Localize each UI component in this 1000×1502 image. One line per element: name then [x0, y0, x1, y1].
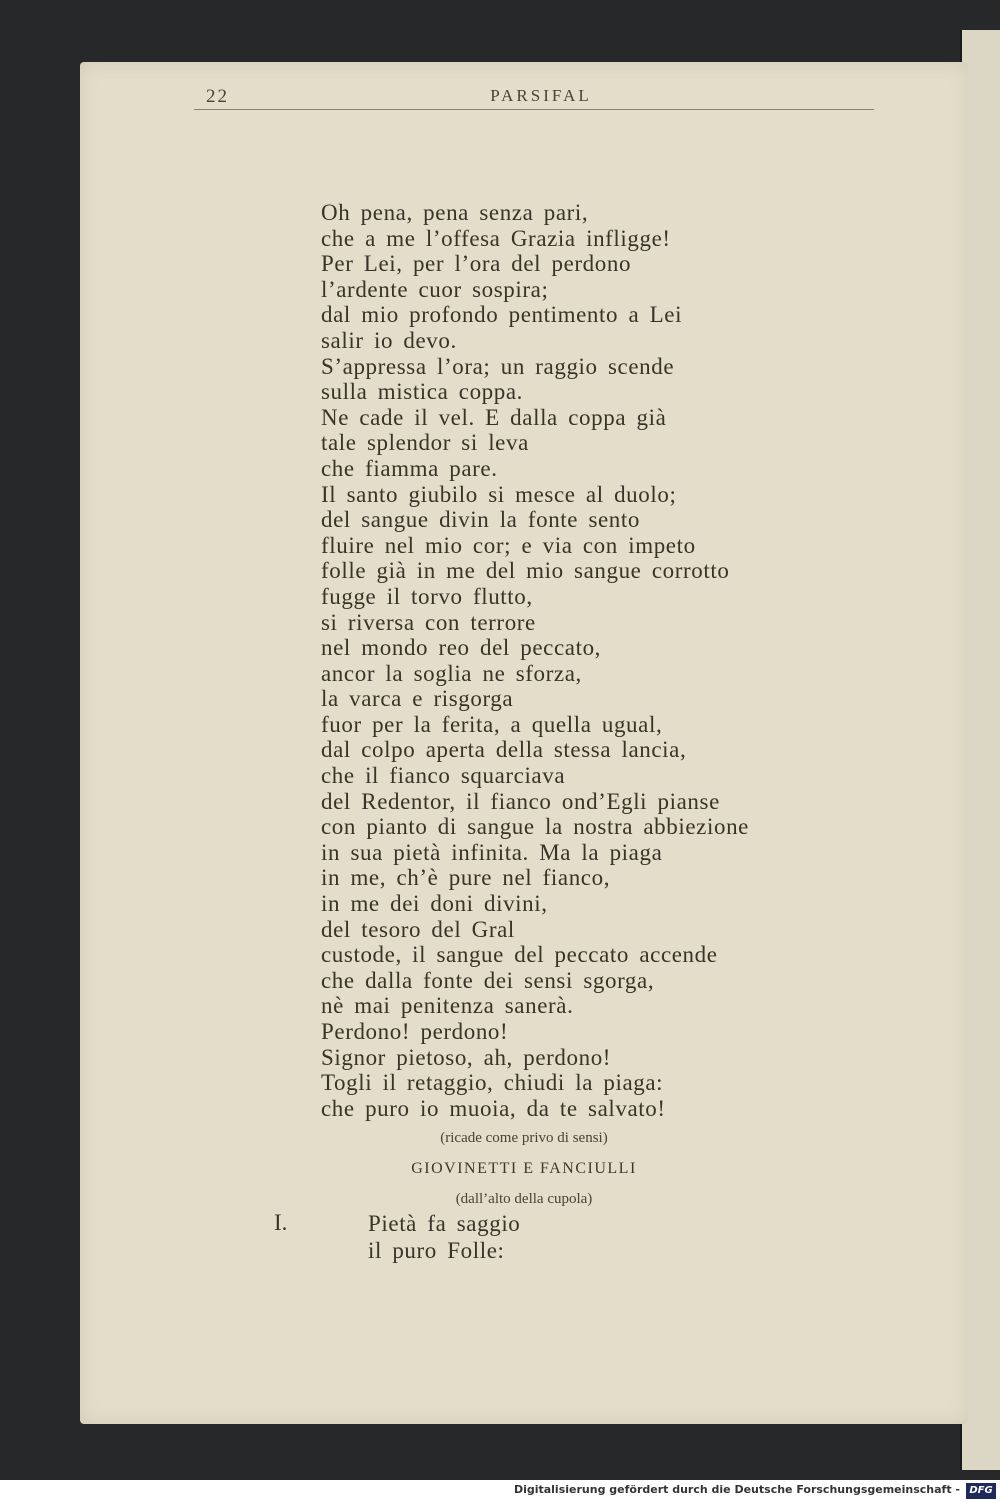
choir-verse — [368, 1210, 520, 1264]
verse-line: Togli il retaggio, chiudi la piaga: — [321, 1070, 664, 1096]
verse-line: che a me l’offesa Grazia infligge! — [321, 225, 671, 251]
verse-line: dal mio profondo pentimento a Lei — [321, 302, 683, 328]
digitization-footer — [0, 1480, 1000, 1502]
verse-line: fugge il torvo flutto, — [321, 583, 533, 609]
verse-line: che fiamma pare. — [321, 455, 498, 481]
verse-line: Oh pena, pena senza pari, — [321, 200, 589, 225]
choir-line: il puro Folle: — [368, 1238, 505, 1263]
verse-line: S’appressa l’ora; un raggio scende — [321, 353, 675, 379]
verse-line: del sangue divin la fonte sento — [321, 507, 641, 533]
stage-location: (dall’alto della cupola) — [455, 1191, 593, 1207]
verse-line: con pianto di sangue la nostra abbiezione — [321, 814, 749, 840]
verse-line: Ne cade il vel. E dalla coppa già — [321, 404, 667, 430]
verse-line: custode, il sangue del peccato accende — [321, 942, 718, 968]
verse-line: che dalla fonte dei sensi sgorga, — [321, 967, 655, 993]
verse-line: la varca e risgorga — [321, 686, 514, 712]
verse-line: Per Lei, per l’ora del perdono — [321, 251, 632, 277]
speaker-name: GIOVINETTI E FANCIULLI — [411, 1160, 637, 1177]
verse-block — [321, 200, 749, 1121]
page-number: 22 — [206, 86, 229, 107]
header-rule — [194, 109, 874, 110]
verse-line: salir io devo. — [321, 327, 457, 353]
running-title: PARSIFAL — [490, 86, 592, 105]
funding-credit: Digitalisierung gefördert durch die Deutsche Forschungsgemeinschaft - — [513, 1483, 960, 1496]
dfg-logo-icon: DFG — [966, 1483, 996, 1499]
verse-line: che puro io muoia, da te salvato! — [321, 1095, 666, 1121]
verse-line: in sua pietà infinita. Ma la piaga — [321, 839, 663, 865]
verse-line: Perdono! perdono! — [321, 1019, 509, 1044]
stage-direction: (ricade come privo di sensi) — [440, 1130, 608, 1146]
verse-line: si riversa con terrore — [321, 609, 536, 635]
verse-line: ancor la soglia ne sforza, — [321, 660, 582, 686]
verse-line: nel mondo reo del peccato, — [321, 635, 602, 661]
verse-line: Il santo giubilo si mesce al duolo; — [321, 481, 677, 507]
verse-line: del Redentor, il fianco ond’Egli pianse — [321, 788, 720, 814]
verse-line: fluire nel mio cor; e via con impeto — [321, 532, 696, 558]
verse-line: del tesoro del Gral — [321, 916, 515, 942]
verse-line: l’ardente cuor sospira; — [321, 276, 549, 302]
choir-line: Pietà fa saggio — [368, 1211, 521, 1236]
verse-line: nè mai penitenza sanerà. — [321, 993, 574, 1019]
verse-line: in me, ch’è pure nel fianco, — [321, 865, 611, 891]
verse-line: sulla mistica coppa. — [321, 379, 524, 405]
verse-line: folle già in me del mio sangue corrotto — [321, 558, 730, 584]
choir-number: I. — [274, 1210, 288, 1235]
verse-line: dal colpo aperta della stessa lancia, — [321, 737, 687, 763]
verse-line: tale splendor si leva — [321, 430, 529, 456]
verse-line: Signor pietoso, ah, perdono! — [321, 1044, 612, 1070]
verse-line: fuor per la ferita, a quella ugual, — [321, 711, 663, 737]
verse-line: in me dei doni divini, — [321, 891, 548, 917]
verse-line: che il fianco squarciava — [321, 763, 566, 789]
